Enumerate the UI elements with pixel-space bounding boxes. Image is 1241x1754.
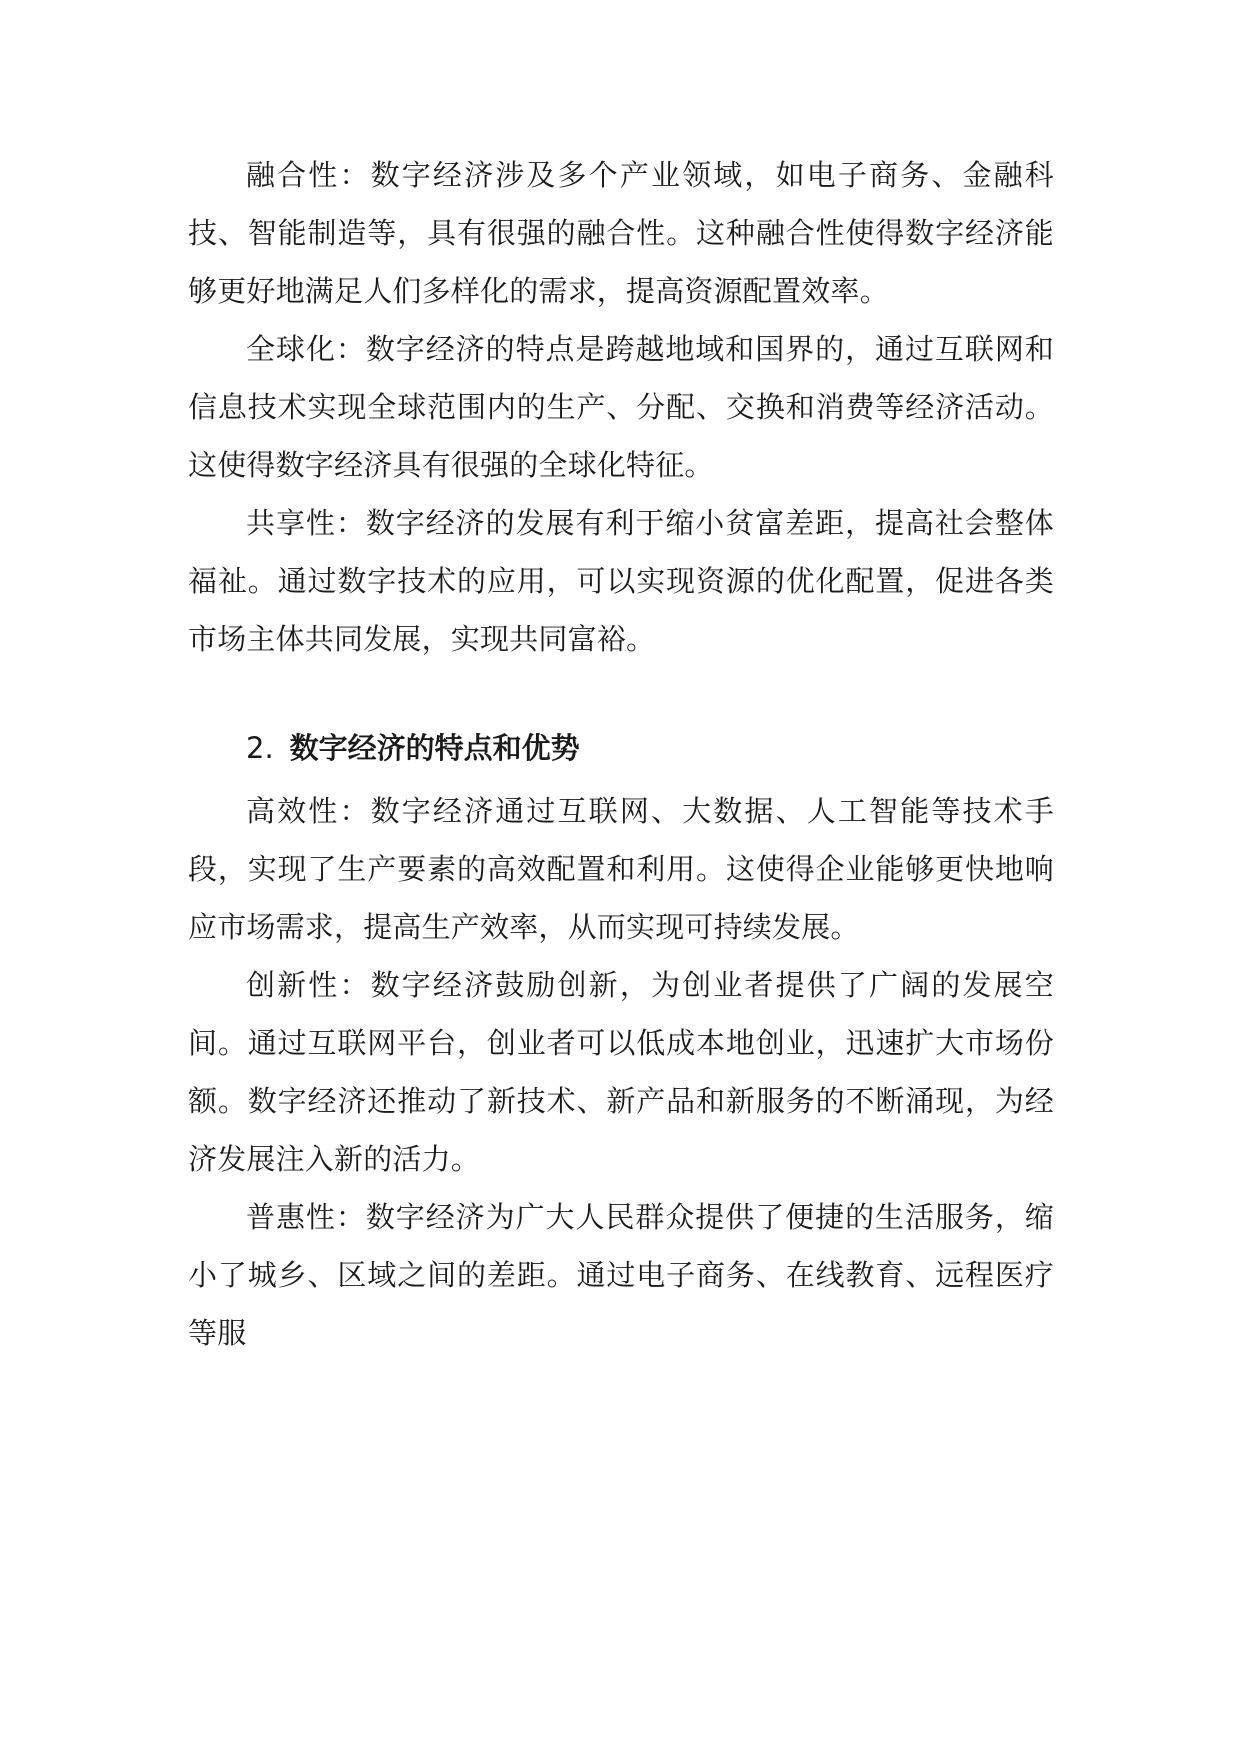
paragraph-efficiency: 高效性：数字经济通过互联网、大数据、人工智能等技术手段，实现了生产要素的高效配置和利用。这使得企业能够更快地响应市场需求，提高生产效率，从而实现可持续发展。 — [188, 794, 1054, 944]
paragraph-innovation: 创新性：数字经济鼓励创新，为创业者提供了广阔的发展空间。通过互联网平台，创业者可以低成本地创业，迅速扩大市场份额。数字经济还推动了新技术、新产品和新服务的不断涌现，为经济发展注入新的活力。 — [188, 968, 1054, 1176]
paragraph-integration: 融合性：数字经济涉及多个产业领域，如电子商务、金融科技、智能制造等，具有很强的融合性。这种融合性使得数字经济能够更好地满足人们多样化的需求，提高资源配置效率。 — [188, 158, 1054, 308]
paragraph-sharing: 共享性：数字经济的发展有利于缩小贫富差距，提高社会整体福祉。通过数字技术的应用，可以实现资源的优化配置，促进各类市场主体共同发展，实现共同富裕。 — [188, 506, 1054, 656]
section-heading — [188, 718, 1054, 778]
paragraph-globalization: 全球化：数字经济的特点是跨越地域和国界的，通过互联网和信息技术实现全球范围内的生产、分配、交换和消费等经济活动。这使得数字经济具有很强的全球化特征。 — [188, 332, 1054, 482]
paragraph-inclusiveness: 普惠性：数字经济为广大人民群众提供了便捷的生活服务，缩小了城乡、区域之间的差距。通过电子商务、在线教育、远程医疗等服 — [188, 1200, 1054, 1350]
section-title: 数字经济的特点和优势 — [289, 731, 580, 765]
section-number: 2. — [246, 731, 274, 765]
document-body — [188, 146, 1054, 1362]
